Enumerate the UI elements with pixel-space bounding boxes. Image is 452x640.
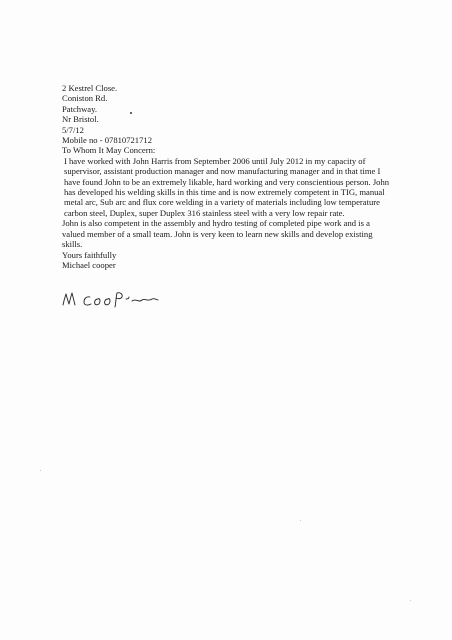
scan-speck — [40, 470, 41, 471]
salutation: To Whom It May Concern: — [62, 145, 156, 156]
address-line-4: Nr Bristol. — [62, 114, 99, 125]
stray-ink-mark — [130, 112, 132, 114]
scan-speck — [410, 600, 411, 601]
mobile-number: Mobile no - 07810721712 — [62, 135, 152, 146]
paragraph-2: John is also competent in the assembly and hydro testing of completed pipe work and is a valued member of a small team. John is very keen to learn new skills and develop existing skills. — [62, 218, 373, 250]
scan-speck — [300, 520, 301, 521]
closing: Yours faithfully — [62, 249, 117, 260]
signer-name: Michael cooper — [62, 259, 116, 270]
letter-body — [62, 83, 394, 270]
letter-date: 5/7/12 — [62, 124, 84, 135]
signature-drawing — [60, 285, 160, 311]
handwritten-signature — [60, 285, 160, 311]
address-line-3: Patchway. — [62, 103, 97, 114]
address-line-2: Coniston Rd. — [62, 93, 108, 104]
address-line-1: 2 Kestrel Close. — [62, 83, 118, 93]
paragraph-1: I have worked with John Harris from September 2006 until July 2012 in my capacity of supervisor, assistant production manager and now manufacturing manager and in that time I have found John to be an extremely likable, hard working and very conscientious person. John has developed his welding skills in this time and is now extremely competent in TIG, manual metal arc, Sub arc and flux core welding in a variety of materials including low temperature carbon steel, Duplex, super Duplex 316 stainless steel with a very low repair rate. — [64, 155, 390, 218]
